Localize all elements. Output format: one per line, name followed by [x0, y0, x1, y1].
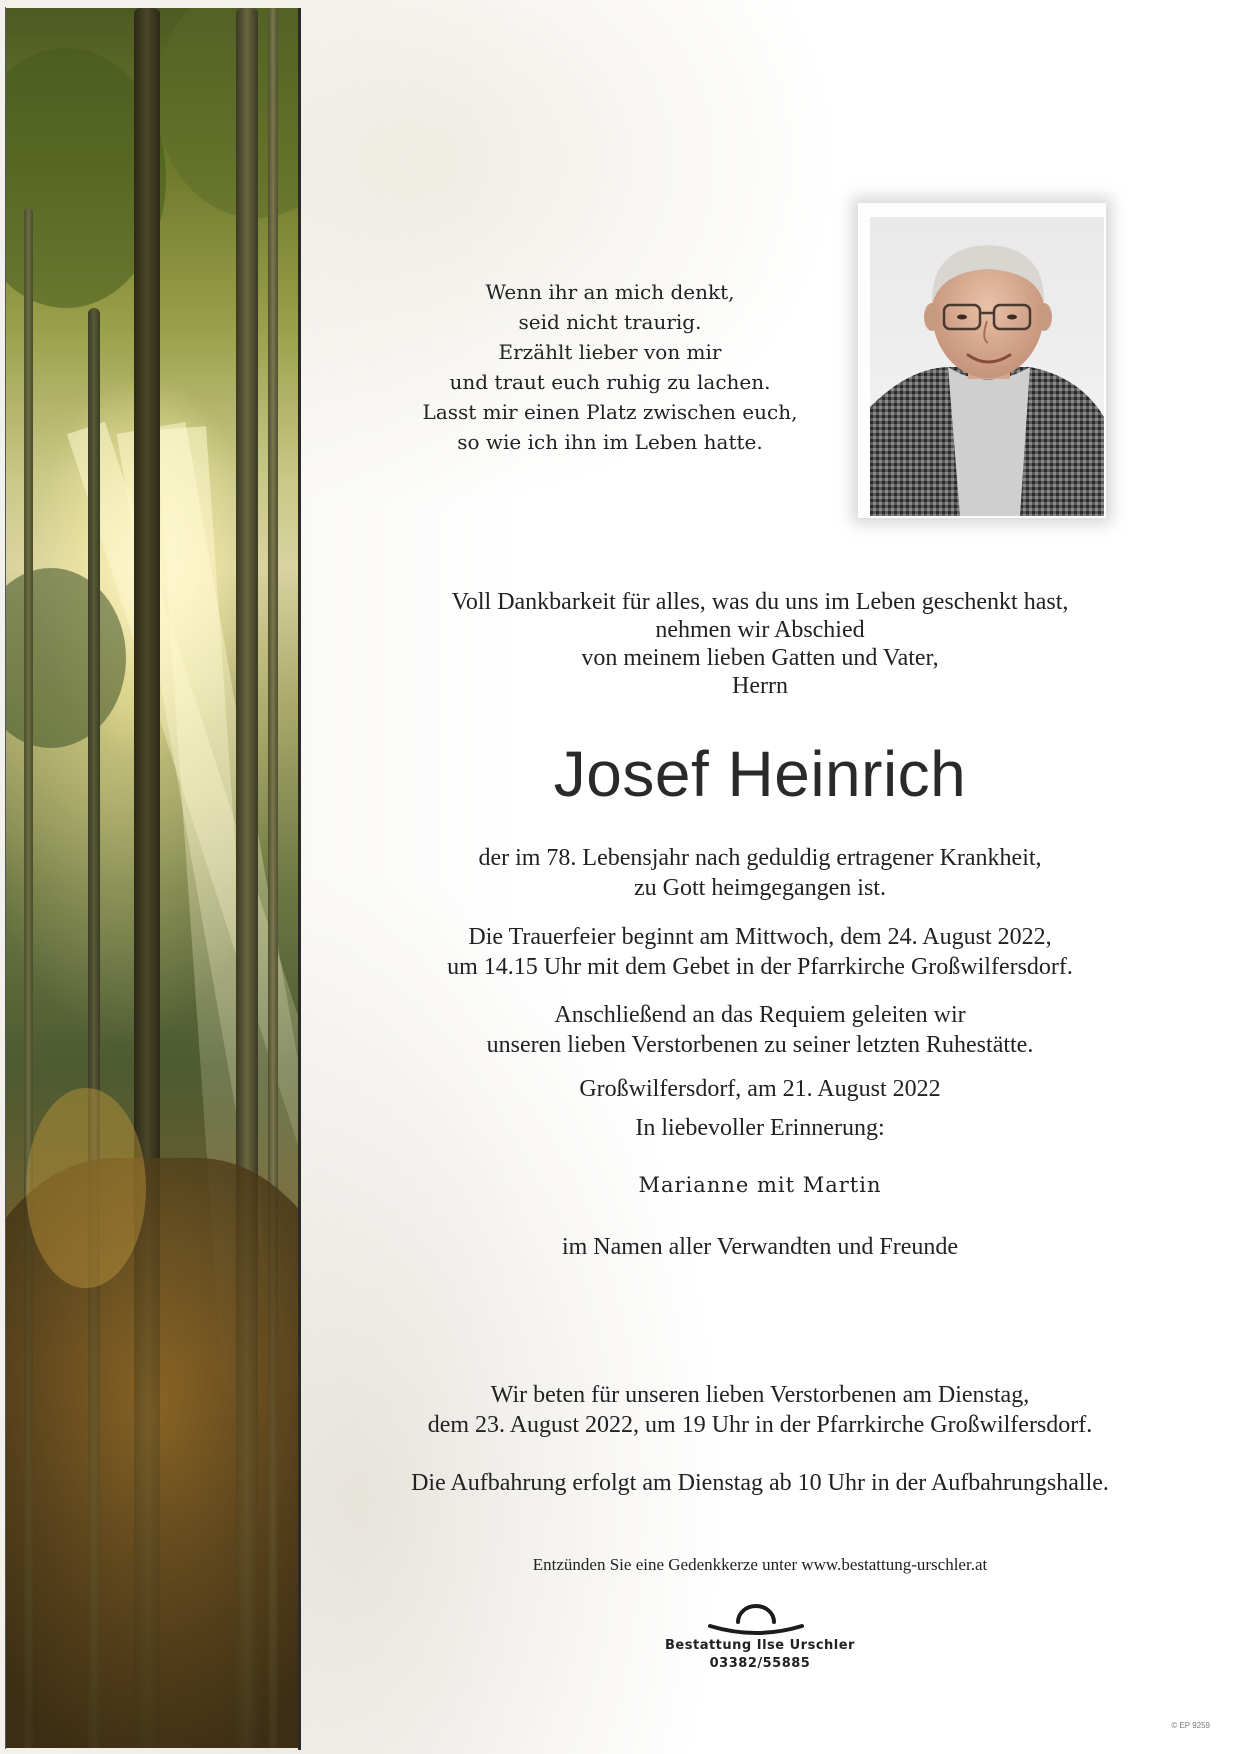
- print-code: © EP 9259: [1171, 1721, 1210, 1730]
- portrait-illustration: [870, 217, 1104, 516]
- poem-line: seid nicht traurig.: [518, 310, 702, 334]
- intro-line: Voll Dankbarkeit für alles, was du uns im Leben geschenkt hast,: [451, 589, 1069, 615]
- funeral-info: [380, 922, 1140, 982]
- ear: [924, 303, 940, 331]
- death-notice: [380, 843, 1140, 903]
- funeral-line: um 14.15 Uhr mit dem Gebet in der Pfarrkirche Großwilfersdorf.: [447, 954, 1073, 980]
- eye: [1007, 315, 1017, 320]
- deceased-name: Josef Heinrich: [553, 738, 967, 810]
- portrait-photo: [870, 217, 1104, 516]
- poem: [400, 277, 820, 457]
- poem-line: so wie ich ihn im Leben hatte.: [457, 430, 763, 454]
- company-name: Bestattung Ilse Urschler: [665, 1638, 855, 1653]
- left-border: [5, 7, 6, 1749]
- eye: [957, 315, 967, 320]
- poem-line: und traut euch ruhig zu lachen.: [449, 370, 771, 394]
- intro-line: von meinem lieben Gatten und Vater,: [581, 645, 939, 671]
- ear: [1036, 303, 1052, 331]
- grass-highlight: [26, 1088, 146, 1288]
- prayer-line: dem 23. August 2022, um 19 Uhr in der Pfarrkirche Großwilfersdorf.: [427, 1412, 1093, 1438]
- poem-line: Erzählt lieber von mir: [498, 340, 722, 364]
- poem-line: Wenn ihr an mich denkt,: [485, 280, 735, 304]
- prayer-line: Wir beten für unseren lieben Verstorbenen am Dienstag,: [490, 1382, 1030, 1408]
- sunrise-arc-logo-icon: [708, 1600, 804, 1636]
- remembrance-heading: In liebevoller Erinnerung:: [635, 1115, 885, 1141]
- poem-line: Lasst mir einen Platz zwischen euch,: [422, 400, 798, 424]
- candle-link[interactable]: Entzünden Sie eine Gedenkkerze unter www.bestattung-urschler.at: [532, 1555, 988, 1574]
- forest-image: [6, 8, 298, 1748]
- company-phone: 03382/55885: [709, 1656, 811, 1671]
- sweater: [948, 367, 1030, 516]
- burial-info: [380, 1000, 1140, 1060]
- portrait-frame: [858, 203, 1106, 518]
- burial-line: Anschließend an das Requiem geleiten wir: [554, 1002, 966, 1028]
- relatives-note: im Namen aller Verwandten und Freunde: [561, 1234, 959, 1260]
- burial-line: unseren lieben Verstorbenen zu seiner letzten Ruhestätte.: [486, 1032, 1034, 1058]
- death-line: zu Gott heimgegangen ist.: [634, 875, 886, 901]
- place-date: Großwilfersdorf, am 21. August 2022: [579, 1076, 941, 1102]
- intro-text: [380, 588, 1140, 700]
- family-names: Marianne mit Martin: [638, 1173, 882, 1197]
- divider-line: [298, 8, 301, 1750]
- funeral-line: Die Trauerfeier beginnt am Mittwoch, dem 24. August 2022,: [468, 924, 1052, 950]
- prayer-info: [380, 1380, 1140, 1440]
- intro-line: nehmen wir Abschied: [655, 617, 865, 643]
- death-line: der im 78. Lebensjahr nach geduldig ertragener Krankheit,: [478, 845, 1042, 871]
- viewing-info: Die Aufbahrung erfolgt am Dienstag ab 10 Uhr in der Aufbahrungshalle.: [411, 1470, 1109, 1496]
- intro-line: Herrn: [732, 673, 788, 699]
